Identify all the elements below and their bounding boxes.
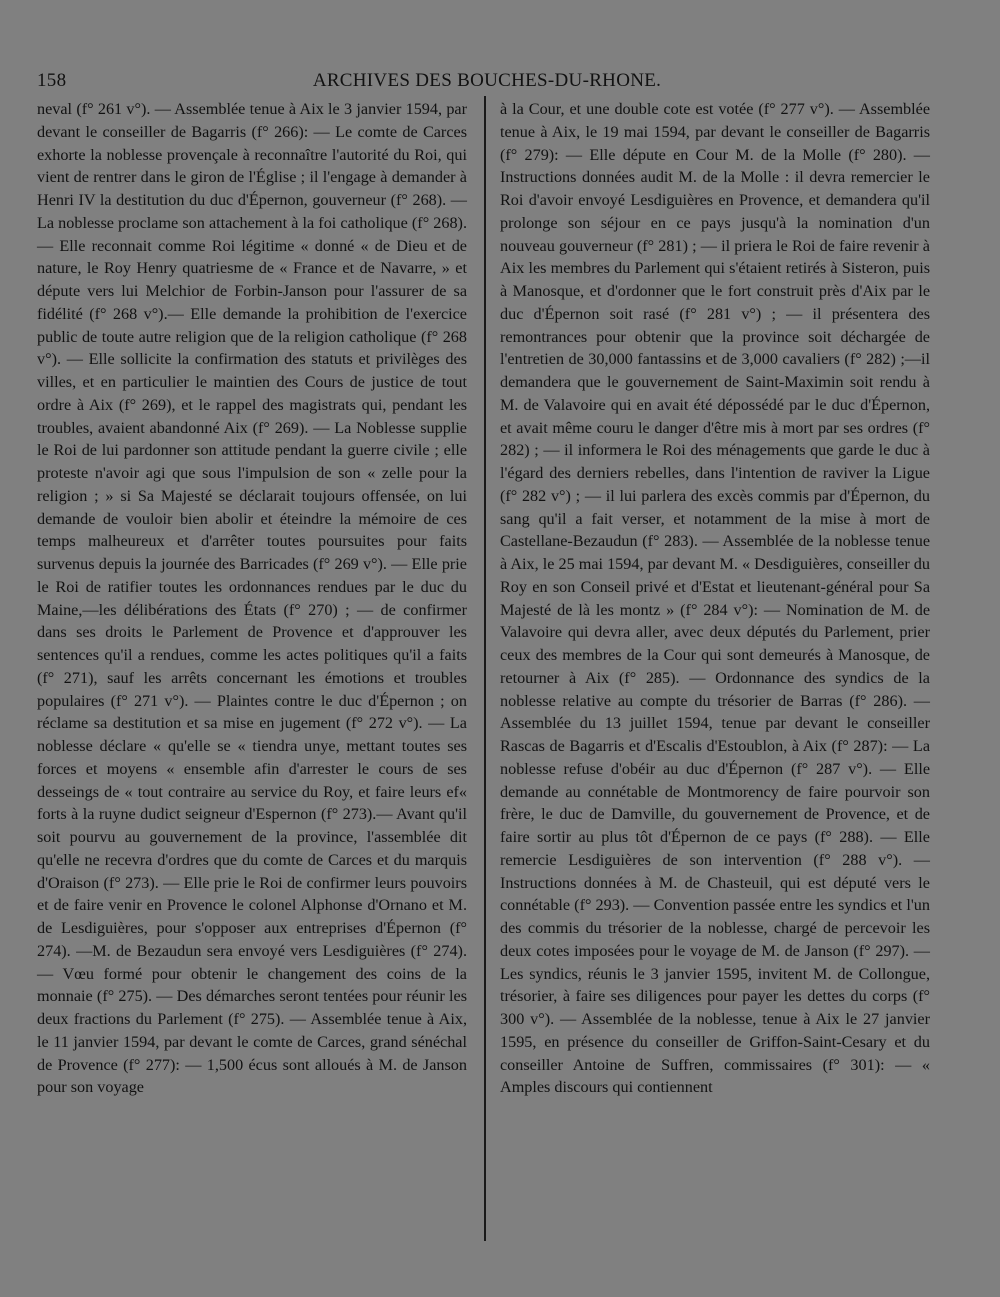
page-header	[37, 66, 937, 96]
left-column-text: neval (f° 261 v°). — Assemblée tenue à Aix le 3 janvier 1594, par devant le conseiller de Bagarris (f° 266): — Le comte de Carces exhorte la noblesse provençale à reconnaître l'autorité du Roi, qui vient de rentrer dans le giron de l'Église ; il l'engage à demander à Henri IV la destitution du duc d'Épernon, gouverneur (f° 268). — La noblesse proclame son attachement à la foi catholique (f° 268). — Elle reconnait comme Roi légitime « donné « de Dieu et de nature, le Roy Henry quatriesme de « France et de Navarre, » et députe vers lui Melchior de Forbin-Janson pour l'assurer de sa fidélité (f° 268 v°).— Elle demande la prohibition de l'exercice public de toute autre religion que de la religion catholique (f° 268 v°). — Elle sollicite la confirmation des statuts et privilèges des villes, et en particulier le maintien des Cours de justice de tout ordre à Aix (f° 269), et le rappel des magistrats qui, pendant les troubles, avaient abandonné Aix (f° 269). — La Noblesse supplie le Roi de lui pardonner son attitude pendant la guerre civile ; elle proteste n'avoir agi que sous l'impulsion de son « zelle pour la religion ; » si Sa Majesté se déclarait toujours offensée, on lui demande de vouloir bien abolir et éteindre la mémoire de ces temps malheureux et d'arrêter toutes poursuites pour faits survenus depuis la journée des Barricades (f° 269 v°). — Elle prie le Roi de ratifier toutes les ordonnances rendues par le duc du Maine,—les délibérations des États (f° 270) ; — de confirmer dans ses droits le Parlement de Provence et d'approuver les sentences qu'il a rendues, comme les actes politiques qu'il a faits (f° 271), sauf les arrêts concernant les émotions et troubles populaires (f° 271 v°). — Plaintes contre le duc d'Épernon ; on réclame sa destitution et sa mise en jugement (f° 272 v°). — La noblesse déclare « qu'elle se « tiendra unye, mettant toutes ses forces et moyens « ensemble afin d'arrester le cours de ses desseings de « tout contraire au service du Roy, et faire leurs ef« forts à la ruyne dudict seigneur d'Espernon (f° 273).— Avant qu'il soit pourvu au gouvernement de la province, l'assemblée dit qu'elle ne recevra d'ordres que du comte de Carces et du marquis d'Oraison (f° 273). — Elle prie le Roi de confirmer leurs pouvoirs et de faire venir en Provence le colonel Alphonse d'Ornano et M. de Lesdiguières, pour s'opposer aux entreprises d'Épernon (f° 274). —M. de Bezaudun sera envoyé vers Lesdiguières (f° 274). — Vœu formé pour obtenir le changement des coins de la monnaie (f° 275). — Des démarches seront tentées pour réunir les deux fractions du Parlement (f° 275). — Assemblée tenue à Aix, le 11 janvier 1594, par devant le comte de Carces, grand sénéchal de Provence (f° 277): — 1,500 écus sont alloués à M. de Janson pour son voyage	[37, 100, 467, 1097]
column-divider	[484, 96, 486, 1241]
right-column	[500, 98, 930, 1099]
right-column-text: à la Cour, et une double cote est votée (f° 277 v°). — Assemblée tenue à Aix, le 19 mai 1594, par devant le conseiller de Bagarris (f° 279): — Elle députe en Cour M. de la Molle (f° 280). — Instructions données audit M. de la Molle : il devra remercier le Roi d'avoir envoyé Lesdiguières en Provence, et demandera qu'il prolonge son séjour en ce pays jusqu'à la nomination d'un nouveau gouverneur (f° 281) ; — il priera le Roi de faire revenir à Aix les membres du Parlement qui s'étaient retirés à Sisteron, puis à Manosque, et d'ordonner que le fort construit près d'Aix par le duc d'Épernon soit rasé (f° 281 v°) ; — il présentera des remontrances pour obtenir que la province soit déchargée de l'entretien de 30,000 fantassins et de 3,000 cavaliers (f° 282) ;—il demandera que le gouvernement de Saint-Maximin soit rendu à M. de Valavoire qui en avait été dépossédé par le duc d'Épernon, et avait même couru le danger d'être mis à mort par ses ordres (f° 282) ; — il informera le Roi des ménagements que garde le duc à l'égard des derniers rebelles, dans l'intention de raviver la Ligue (f° 282 v°) ; — il lui parlera des excès commis par d'Épernon, du sang qu'il a fait verser, et notamment de la mise à mort de Castellane-Bezaudun (f° 283). — Assemblée de la noblesse tenue à Aix, le 25 mai 1594, par devant M. « Desdiguières, conseiller du Roy en son Conseil privé et d'Estat et lieutenant-général pour Sa Majesté de là les montz » (f° 284 v°): — Nomination de M. de Valavoire qui devra aller, avec deux députés du Parlement, prier ceux des membres de la Cour qui sont demeurés à Manosque, de retourner à Aix (f° 285). — Ordonnance des syndics de la noblesse relative au compte du trésorier de Barras (f° 286). — Assemblée du 13 juillet 1594, tenue par devant le conseiller Rascas de Bagarris et d'Escalis d'Estoublon, à Aix (f° 287): — La noblesse refuse d'obéir au duc d'Épernon (f° 287 v°). — Elle demande au connétable de Montmorency de faire pourvoir son frère, le duc de Damville, du gouvernement de Provence, et de faire sortir au plus tôt d'Épernon de ce pays (f° 288). — Elle remercie Lesdiguières de son intervention (f° 288 v°). — Instructions données à M. de Chasteuil, qui est député vers le connétable (f° 293). — Convention passée entre les syndics et l'un des commis du trésorier de la noblesse, chargé de percevoir les deux cotes imposées pour le voyage de M. de Janson (f° 297). — Les syndics, réunis le 3 janvier 1595, invitent M. de Collongue, trésorier, à faire ses diligences pour payer les dettes du corps (f° 300 v°). — Assemblée de la noblesse, tenue à Aix le 27 janvier 1595, en présence du conseiller de Griffon-Saint-Cesary et du conseiller Antoine de Suffren, commissaires (f° 301): — « Amples discours qui contiennent	[500, 100, 930, 1097]
running-title: ARCHIVES DES BOUCHES-DU-RHONE.	[312, 70, 662, 91]
page-number: 158	[37, 70, 67, 91]
left-column	[37, 98, 467, 1099]
